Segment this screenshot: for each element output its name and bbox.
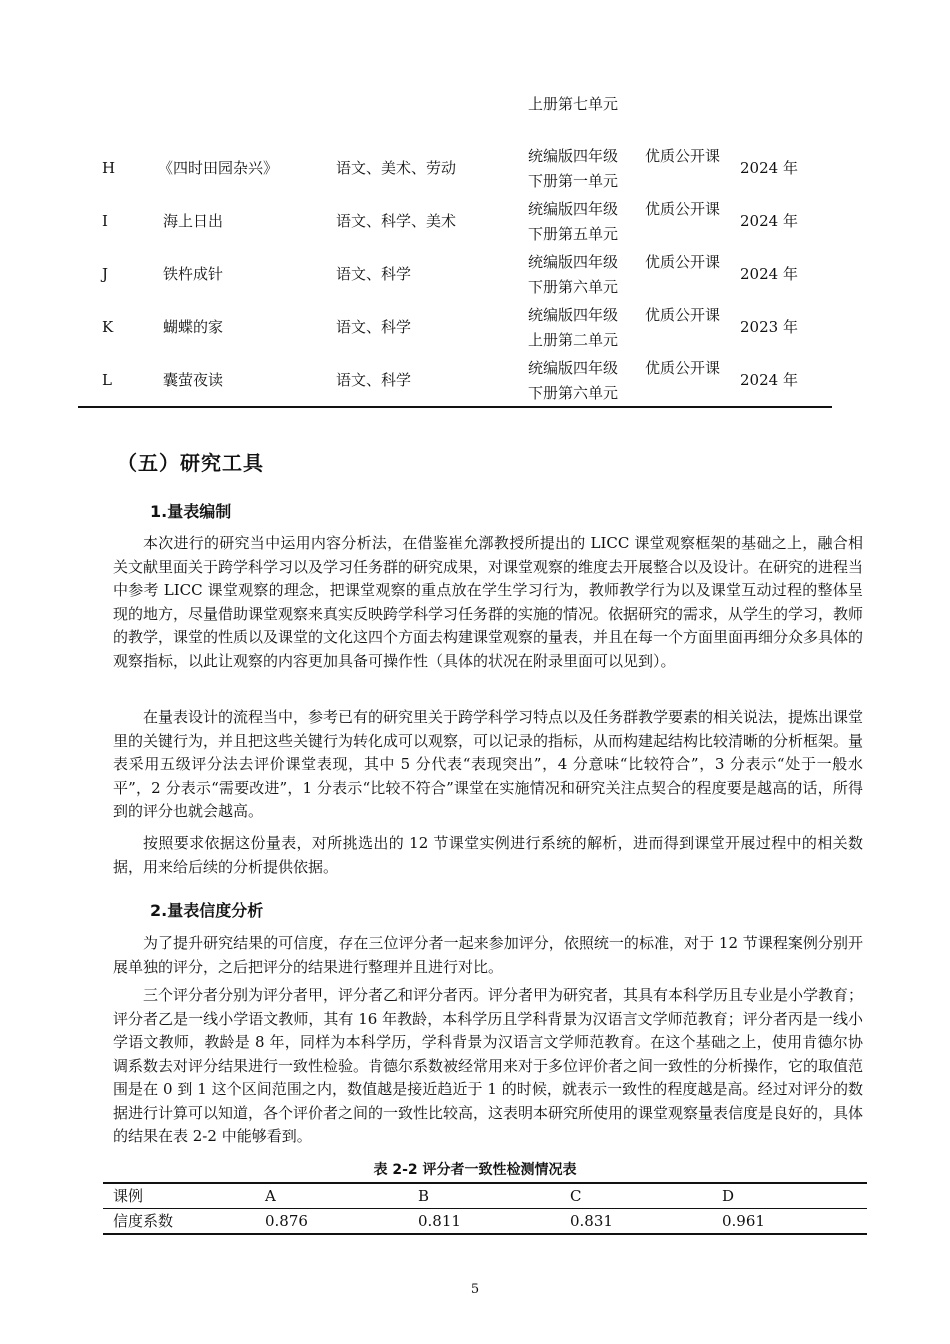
row-subjects: 语文、科学 <box>336 318 412 336</box>
header-cell: D <box>722 1187 735 1205</box>
page-number: 5 <box>470 1282 480 1297</box>
row-edition-1: 统编版四年级 <box>528 306 619 324</box>
paragraph: 按照要求依据这份量表，对所挑选出的 12 节课堂实例进行系统的解析，进而得到课堂开展过程中的相关数据，用来给后续的分析提供依据。 <box>113 834 863 876</box>
row-edition-2: 下册第六单元 <box>528 384 619 402</box>
row-edition-2: 下册第五单元 <box>528 225 619 243</box>
row-title: 铁杵成针 <box>163 265 224 283</box>
header-cell: B <box>418 1187 430 1205</box>
table-caption: 表 2-2 评分者一致性检测情况表 <box>373 1162 577 1178</box>
row-id: I <box>102 212 108 230</box>
paragraph: 三个评分者分别为评分者甲，评分者乙和评分者丙。评分者甲为研究者，其具有本科学历且专业是小学教育；评分者乙是一线小学语文教师，其有 16 年教龄，本科学历且学科背景为汉语言文学师范教育；评分者丙是一线小学语文教师，教龄是 8 年，同样为本科学历，学科背景为汉语言文学师范教育。在这个基础之上，使用肯德尔协调系数去对评分结果进行一致性检验。肯德尔系数被经常用来对于多位评价者之间一致性的分析操作，它的取值范围是在 0 到 1 这个区间范围之内，数值越是接近趋近于 1 的时候，就表示一致性的程度越是高。经过对评分的数据进行计算可以知道，各个评价者之间的一致性比较高，这表明本研究所使用的课堂观察量表信度是良好的，具体的结果在表 2-2 中能够看到。 <box>113 986 864 1145</box>
row-id: J <box>102 265 109 283</box>
paragraph: 本次进行的研究当中运用内容分析法，在借鉴崔允漷教授所提出的 LICC 课堂观察框架的基础之上，融合相关文献里面关于跨学科学习以及学习任务群的研究成果，对课堂观察的维度去开展整合以及设计。在研究的进程当中参考 LICC 课堂观察的理念，把课堂观察的重点放在学生学习行为，教师教学行为以及课堂互动过程的整体呈现的地方，尽量借助课堂观察来真实反映跨学科学习任务群的实施的情况。依据研究的需求，从学生的学习，教师的教学，课堂的性质以及课堂的文化这四个方面去构建课堂观察的量表，并且在每一个方面里面再细分众多具体的观察指标，以此让观察的内容更加具备可操作性（具体的状况在附录里面可以见到）。 <box>113 534 864 670</box>
row-title: 囊萤夜读 <box>163 371 224 389</box>
row-subjects: 语文、科学、美术 <box>336 212 457 230</box>
row-label: 信度系数 <box>113 1212 174 1230</box>
row-edition-2: 下册第六单元 <box>528 278 619 296</box>
row-title: 《四时田园杂兴》 <box>158 159 279 177</box>
row-type: 优质公开课 <box>645 200 721 218</box>
row-year: 2024 年 <box>740 159 798 177</box>
row-type: 优质公开课 <box>645 147 721 165</box>
row-title: 蝴蝶的家 <box>163 318 224 336</box>
table1-bottom-rule <box>78 406 832 408</box>
value-cell: 0.876 <box>265 1212 308 1230</box>
header-cell: C <box>570 1187 582 1205</box>
value-cell: 0.811 <box>418 1212 461 1230</box>
row-year: 2024 年 <box>740 265 798 283</box>
row-id: K <box>102 318 114 336</box>
row-year: 2024 年 <box>740 371 798 389</box>
value-cell: 0.831 <box>570 1212 613 1230</box>
row-subjects: 语文、科学 <box>336 371 412 389</box>
table2-bottom-rule <box>103 1233 867 1235</box>
row-id: H <box>102 159 116 177</box>
row-subjects: 语文、科学 <box>336 265 412 283</box>
row-type: 优质公开课 <box>645 359 721 377</box>
table1-top-fragment: 上册第七单元 <box>528 95 619 113</box>
row-year: 2023 年 <box>740 318 798 336</box>
table2-top-rule <box>103 1182 867 1184</box>
row-edition-1: 统编版四年级 <box>528 147 619 165</box>
paragraph: 在量表设计的流程当中，参考已有的研究里关于跨学科学习特点以及任务群教学要素的相关说法，提炼出课堂里的关键行为，并且把这些关键行为转化成可以观察，可以记录的指标，从而构建起结构比较清晰的分析框架。量表采用五级评分法去评价课堂表现，其中 5 分代表“表现突出”，4 分意味“比较符合”，3 分表示“处于一般水平”，2 分表示“需要改进”，1 分表示“比较不符合”课堂在实施情况和研究关注点契合的程度要是越高的话，所得到的评分也就会越高。 <box>113 708 864 820</box>
row-year: 2024 年 <box>740 212 798 230</box>
row-type: 优质公开课 <box>645 253 721 271</box>
row-subjects: 语文、美术、劳动 <box>336 159 457 177</box>
row-title: 海上日出 <box>163 212 224 230</box>
section-title: （五）研究工具 <box>117 451 264 475</box>
table2-mid-rule <box>103 1208 867 1209</box>
row-id: L <box>102 371 112 389</box>
subsection-title-1: 1.量表编制 <box>150 502 232 521</box>
row-type: 优质公开课 <box>645 306 721 324</box>
value-cell: 0.961 <box>722 1212 765 1230</box>
paragraph: 为了提升研究结果的可信度，存在三位评分者一起来参加评分，依照统一的标准，对于 12 节课程案例分别开展单独的评分，之后把评分的结果进行整理并且进行对比。 <box>113 934 863 976</box>
row-edition-1: 统编版四年级 <box>528 253 619 271</box>
header-cell: 课例 <box>113 1187 144 1205</box>
subsection-title-2: 2.量表信度分析 <box>150 901 264 920</box>
row-edition-2: 上册第二单元 <box>528 331 619 349</box>
row-edition-1: 统编版四年级 <box>528 359 619 377</box>
header-cell: A <box>265 1187 276 1205</box>
row-edition-1: 统编版四年级 <box>528 200 619 218</box>
row-edition-2: 下册第一单元 <box>528 172 619 190</box>
